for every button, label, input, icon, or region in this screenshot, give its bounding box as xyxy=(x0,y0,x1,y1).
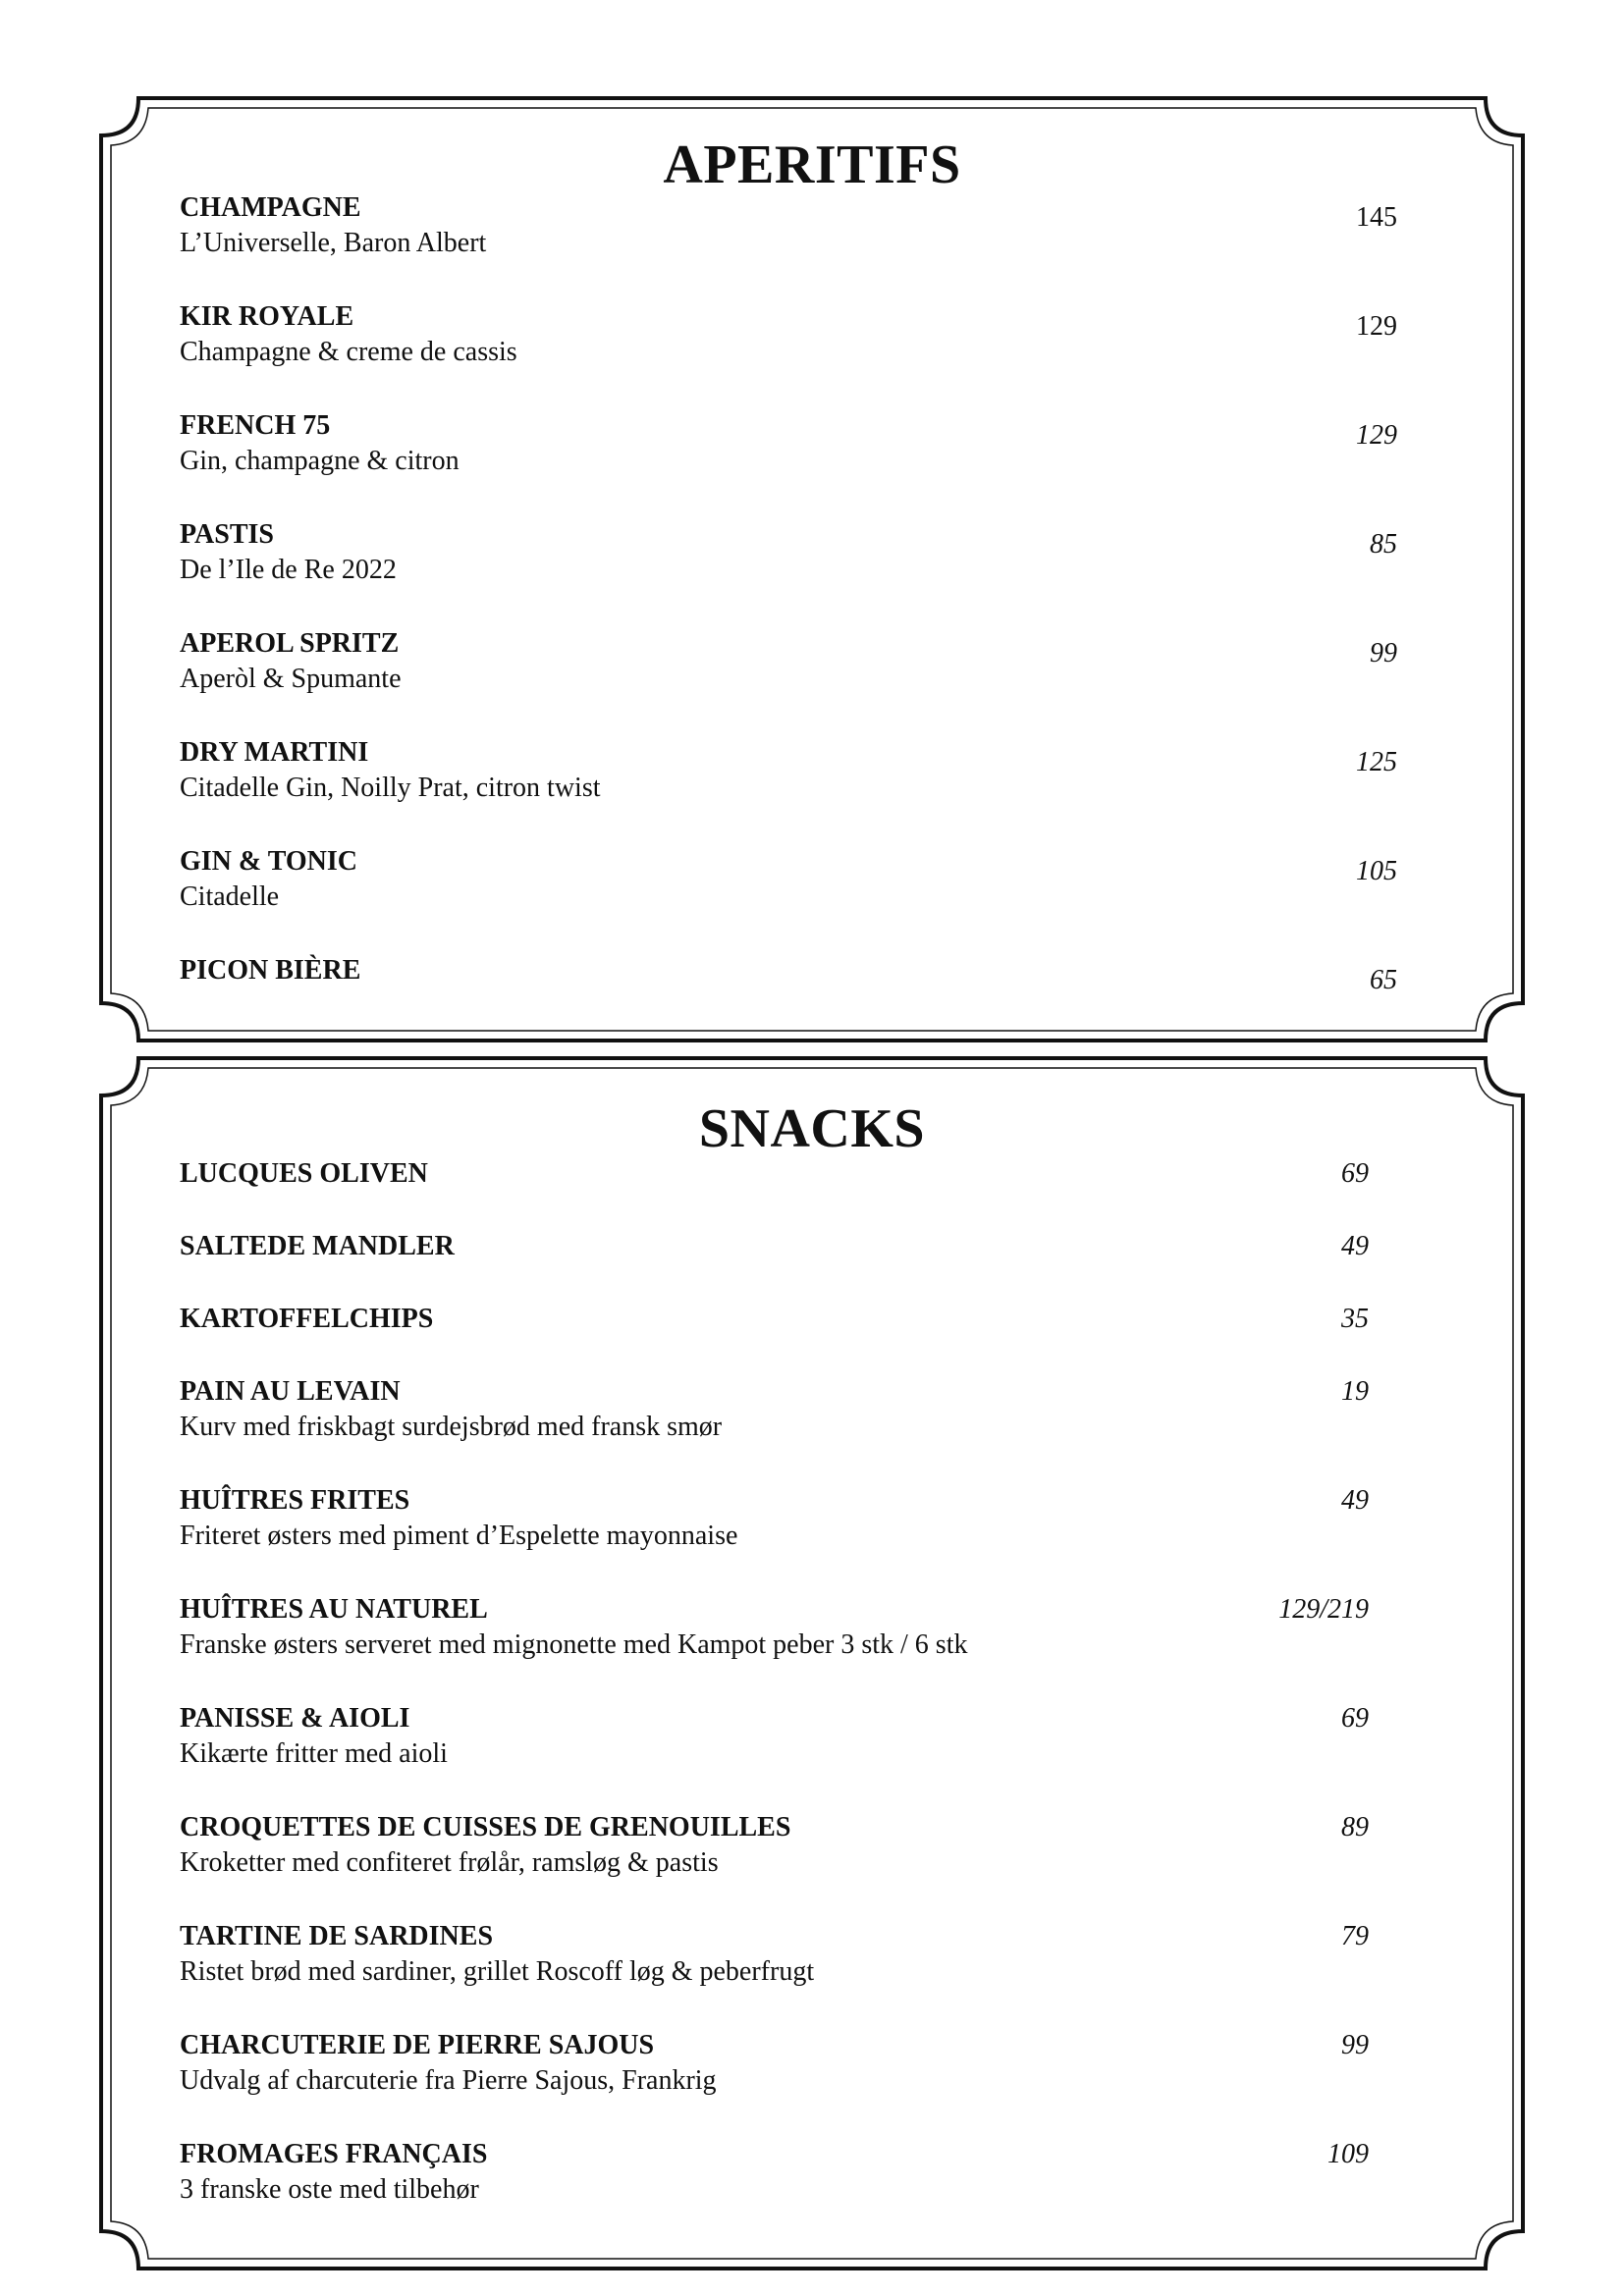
menu-item xyxy=(180,735,601,806)
item-price: 105 xyxy=(1356,856,1397,886)
menu-item xyxy=(180,517,397,588)
item-price: 49 xyxy=(1341,1231,1369,1261)
item-description: Citadelle Gin, Noilly Prat, citron twist xyxy=(180,773,601,803)
item-name: SALTEDE MANDLER xyxy=(180,1231,455,1261)
menu-item xyxy=(180,408,460,479)
menu-item xyxy=(180,1483,737,1554)
menu-item xyxy=(180,190,486,261)
menu-item xyxy=(180,1810,790,1881)
item-price: 49 xyxy=(1341,1485,1369,1516)
item-name: PAIN AU LEVAIN xyxy=(180,1376,401,1407)
item-price: 129/219 xyxy=(1278,1594,1369,1625)
item-price: 125 xyxy=(1356,747,1397,777)
item-description: Kroketter med confiteret frølår, ramsløg & pastis xyxy=(180,1847,719,1878)
item-name: PASTIS xyxy=(180,519,274,550)
menu-item xyxy=(180,299,517,370)
item-name: TARTINE DE SARDINES xyxy=(180,1921,494,1951)
item-name: FRENCH 75 xyxy=(180,410,331,441)
menu-item xyxy=(180,2028,717,2099)
item-price: 109 xyxy=(1327,2139,1369,2169)
item-price: 129 xyxy=(1356,420,1397,451)
item-description: Franske østers serveret med mignonette med Kampot peber 3 stk / 6 stk xyxy=(180,1629,968,1660)
item-price: 129 xyxy=(1356,311,1397,342)
item-price: 99 xyxy=(1370,638,1397,668)
menu-item xyxy=(180,1919,814,1990)
item-price: 19 xyxy=(1341,1376,1369,1407)
menu-item xyxy=(180,626,402,697)
item-description: L’Universelle, Baron Albert xyxy=(180,228,487,258)
item-name: GIN & TONIC xyxy=(180,846,358,877)
section-title: APERITIFS xyxy=(663,134,961,195)
aperitifs-panel xyxy=(101,98,1523,1041)
item-description: Kurv med friskbagt surdejsbrød med fransk smør xyxy=(180,1412,723,1442)
item-name: HUÎTRES AU NATUREL xyxy=(180,1594,488,1625)
menu-item xyxy=(180,1701,448,1772)
item-price: 145 xyxy=(1356,202,1397,233)
menu-item xyxy=(180,1592,967,1663)
item-description: De l’Ile de Re 2022 xyxy=(180,555,397,585)
item-description: Kikærte fritter med aioli xyxy=(180,1738,448,1769)
item-name: KIR ROYALE xyxy=(180,301,354,332)
item-price: 35 xyxy=(1341,1304,1369,1334)
snacks-panel xyxy=(101,1058,1523,2269)
menu-item xyxy=(180,844,357,915)
item-description: Champagne & creme de cassis xyxy=(180,337,517,367)
item-name: FROMAGES FRANÇAIS xyxy=(180,2139,488,2169)
item-description: Gin, champagne & citron xyxy=(180,446,460,476)
item-name: DRY MARTINI xyxy=(180,737,369,768)
item-description: 3 franske oste med tilbehør xyxy=(180,2174,479,2205)
item-name: PICON BIÈRE xyxy=(180,955,361,986)
item-price: 69 xyxy=(1341,1703,1369,1734)
item-name: LUCQUES OLIVEN xyxy=(180,1158,428,1189)
item-price: 89 xyxy=(1341,1812,1369,1842)
item-price: 85 xyxy=(1370,529,1397,560)
menu-item xyxy=(180,953,360,988)
item-name: KARTOFFELCHIPS xyxy=(180,1304,434,1334)
item-name: PANISSE & AIOLI xyxy=(180,1703,410,1734)
item-name: APEROL SPRITZ xyxy=(180,628,400,659)
menu-item xyxy=(180,1156,428,1192)
item-price: 65 xyxy=(1370,965,1397,995)
item-description: Aperòl & Spumante xyxy=(180,664,402,694)
item-name: HUÎTRES FRITES xyxy=(180,1485,410,1516)
item-description: Udvalg af charcuterie fra Pierre Sajous, Frankrig xyxy=(180,2065,717,2096)
item-price: 99 xyxy=(1341,2030,1369,2060)
item-name: CROQUETTES DE CUISSES DE GRENOUILLES xyxy=(180,1812,791,1842)
item-description: Friteret østers med piment d’Espelette mayonnaise xyxy=(180,1521,738,1551)
item-name: CHARCUTERIE DE PIERRE SAJOUS xyxy=(180,2030,655,2060)
item-price: 69 xyxy=(1341,1158,1369,1189)
item-price: 79 xyxy=(1341,1921,1369,1951)
item-name: CHAMPAGNE xyxy=(180,192,361,223)
menu-item xyxy=(180,2137,487,2208)
section-title: SNACKS xyxy=(698,1098,926,1159)
menu-item xyxy=(180,1229,455,1264)
item-description: Citadelle xyxy=(180,881,280,912)
menu-item xyxy=(180,1302,433,1337)
item-description: Ristet brød med sardiner, grillet Roscoff løg & peberfrugt xyxy=(180,1956,815,1987)
menu-item xyxy=(180,1374,722,1445)
